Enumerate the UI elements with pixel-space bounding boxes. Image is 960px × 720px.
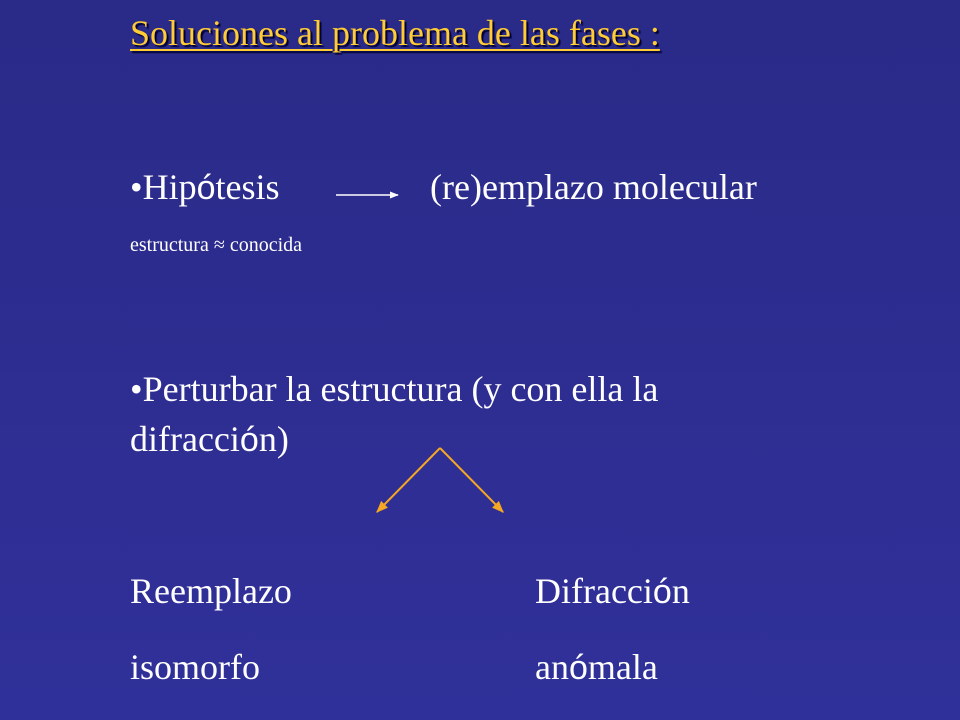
remplazo-molecular-text: (re)emplazo molecular bbox=[430, 167, 757, 207]
slide-title: Soluciones al problema de las fases : bbox=[130, 13, 660, 53]
perturbar-text: Perturbar la estructura (y con ella la bbox=[142, 369, 659, 409]
difraccion-accent: ó bbox=[239, 421, 259, 459]
bullet-marker: • bbox=[130, 167, 143, 207]
hipotesis-accent: ó bbox=[196, 169, 216, 207]
isomorfo-label: isomorfo bbox=[130, 647, 260, 687]
difraccion-text-end: n) bbox=[258, 419, 289, 459]
difraccion-label-start: Difracci bbox=[535, 571, 653, 611]
anomala-label-start: an bbox=[535, 647, 569, 687]
hipotesis-text-start: Hip bbox=[142, 167, 197, 207]
anomala-label-end: mala bbox=[587, 647, 658, 687]
hipotesis-text-end: tesis bbox=[215, 167, 280, 207]
branch-right-arrow-icon bbox=[440, 448, 503, 512]
difraccion-label-accent: ó bbox=[652, 573, 672, 611]
difraccion-label-end: n bbox=[671, 571, 690, 611]
reemplazo-label: Reemplazo bbox=[130, 571, 292, 611]
branch-left-arrow-icon bbox=[377, 448, 440, 512]
difraccion-text-start: difracci bbox=[130, 419, 240, 459]
anomala-label-accent: ó bbox=[568, 649, 588, 687]
estructura-conocida-note: estructura ≈ conocida bbox=[130, 234, 303, 256]
bullet-marker-2: • bbox=[130, 369, 143, 409]
